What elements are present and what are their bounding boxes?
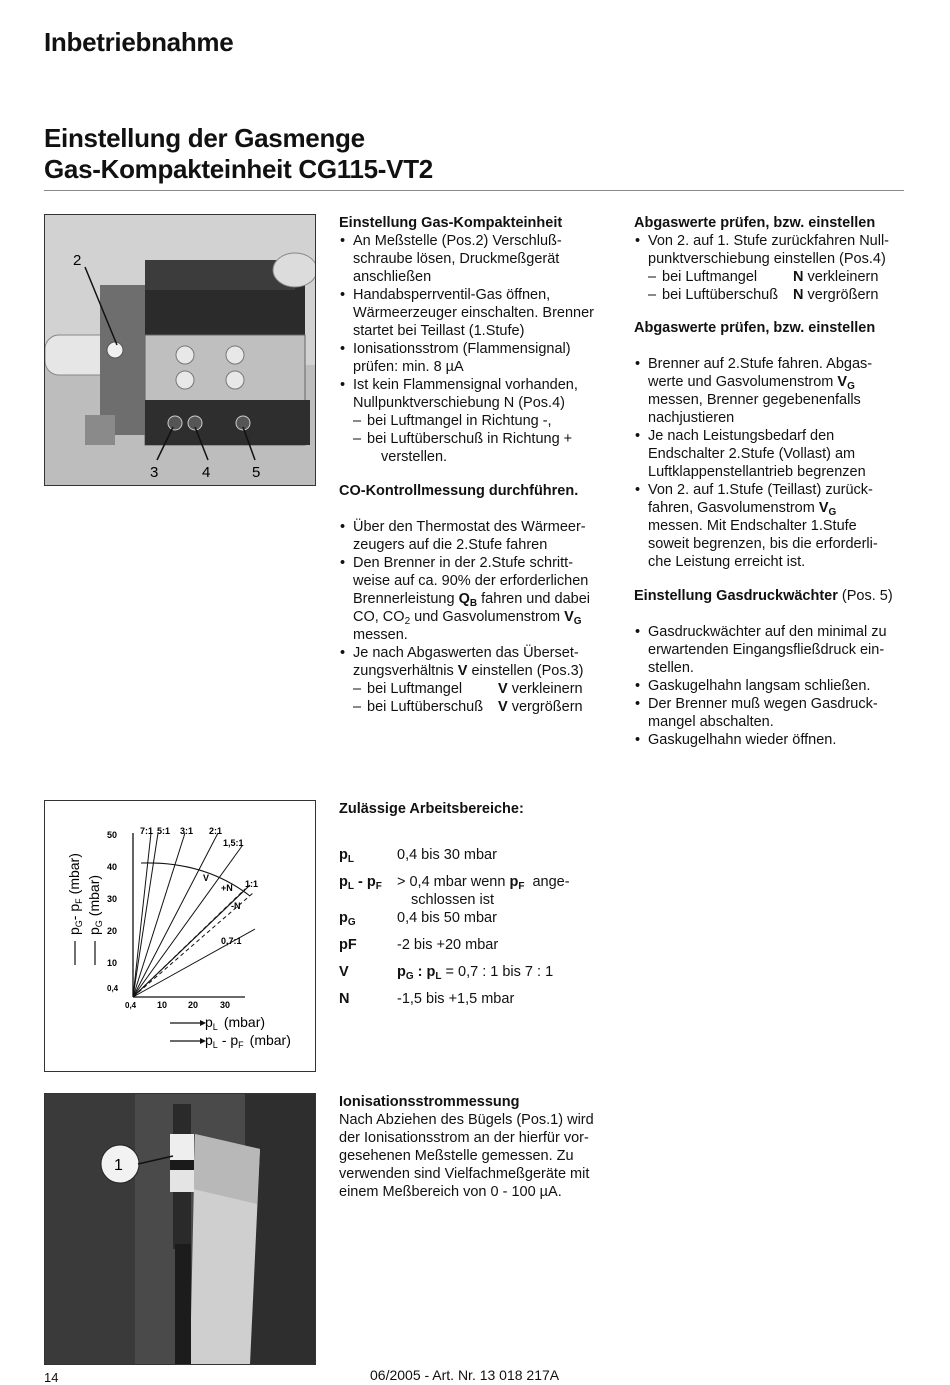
gas-unit-illustration	[45, 215, 315, 485]
svg-text:pG- pF(mbar): $p_G-$ $p_F(mbar)$	[66, 853, 84, 935]
section-title-line1: Einstellung der Gasmenge	[44, 123, 365, 153]
ionisation-body: Nach Abziehen des Bügels (Pos.1) wird der Ionisationsstrom an der hierfür vor- gesehenen Meßstelle gemessen. Zu verwenden sind Vielfachmeßgeräte mit einem Meßbereich von 0 - 100 µA.	[339, 1112, 594, 1200]
list-subitem: – bei Luftmangel N verkleinern	[634, 268, 909, 286]
section-title	[44, 123, 433, 185]
gas-compact-unit-photo	[44, 214, 316, 486]
x-axis-label-2	[170, 1032, 291, 1050]
page-number: 14	[44, 1370, 59, 1385]
arbeitsbereiche-title: Zulässige Arbeitsbereiche:	[339, 801, 524, 817]
list-item: • Von 2. auf 1. Stufe zurückfahren Null- punktverschiebung einstellen (Pos.4)	[634, 232, 909, 268]
x-axis-label-1	[170, 1014, 265, 1032]
table-row: $p_G$ 0,4 bis 50 mbar	[339, 910, 497, 928]
callout-5: 5	[252, 464, 261, 481]
y-tick-label: 10	[107, 958, 118, 968]
list-item: • Der Brenner muß wegen Gasdruck- mangel abschalten.	[634, 695, 909, 731]
table-row: $p_L - p_F$ > 0,4 mbar wenn $p_F$ ange- schlossen ist	[339, 874, 570, 908]
list-item: • Gasdruckwächter auf den minimal zu erwartenden Eingangsfließdruck ein- stellen.	[634, 623, 909, 677]
list-item: • Ionisationsstrom (Flammensignal) prüfen: min. 8 µA	[339, 340, 624, 376]
footer-reference: 06/2005 - Art. Nr. 13 018 217A	[370, 1367, 560, 1383]
arbeitsbereiche-table	[339, 846, 570, 1008]
x-tick-label: 30	[220, 1000, 231, 1010]
list-item: • Je nach Leistungsbedarf den Endschalter 2.Stufe (Vollast) am Luftklappenstellantrieb begrenzen	[634, 427, 909, 481]
ratio-label: 3:1	[180, 826, 194, 836]
arbeitsbereiche-section	[339, 800, 639, 1008]
list-co	[339, 518, 624, 716]
y-axis-label-1	[66, 853, 84, 965]
v-mark: V	[203, 873, 210, 883]
y-axis-label-2	[86, 875, 104, 965]
table-row: N -1,5 bis +1,5 mbar	[339, 991, 515, 1007]
list-item: • An Meßstelle (Pos.2) Verschluß- schraube lösen, Druckmeßgerät anschließen	[339, 232, 624, 286]
x-tick-label: 0,4	[125, 1001, 137, 1010]
column-einstellung	[339, 214, 624, 716]
diagram-svg	[45, 801, 315, 1071]
list-item: • Handabsperrventil-Gas öffnen, Wärmeerzeuger einschalten. Brenner startet bei Teillast (1.Stufe)	[339, 286, 624, 340]
y-tick-label: 30	[107, 894, 118, 904]
ratio-label: 2:1	[209, 826, 223, 836]
svg-text:pL- pF(mbar): $p_L - p_F$ (mbar)	[205, 1032, 291, 1050]
list-item: • Gaskugelhahn wieder öffnen.	[634, 731, 909, 749]
callout-1: 1	[114, 1157, 123, 1174]
ionisation-section	[339, 1093, 629, 1201]
svg-text:pG(mbar): $p_G(mbar)$	[86, 874, 104, 935]
ionisation-illustration	[45, 1094, 315, 1364]
ionisation-title: Ionisationsstrommessung	[339, 1094, 520, 1110]
list-abgaswerte-1	[634, 232, 909, 304]
list-item: • Von 2. auf 1.Stufe (Teillast) zurück- fahren, Gasvolumenstrom $V_G$ messen. Mit Endschalter 1.Stufe soweit begrenzen, bis die erforderli- che Leistung erreicht ist.	[634, 481, 909, 571]
list-subitem: – bei Luftüberschuß in Richtung + verstellen.	[339, 430, 624, 466]
plus-n-mark: +N	[221, 883, 233, 893]
divider	[44, 190, 904, 191]
section-title-line2: Gas-Kompakteinheit CG115-VT2	[44, 154, 433, 184]
ratio-label: 0,7:1	[221, 936, 242, 946]
heading-gasdruckwaechter: Einstellung Gasdruckwächter (Pos. 5)	[634, 588, 893, 604]
list-item: • Den Brenner in der 2.Stufe schritt- weise auf ca. 90% der erforderlichen Brennerleistung $Q_B$ fahren und dabei CO, $CO_2$ und Gasvolumenstrom $V_G$ messen.	[339, 554, 624, 644]
list-gasdruckwaechter	[634, 623, 909, 749]
ratio-label: 1,5:1	[223, 838, 244, 848]
heading-abgaswerte-1: Abgaswerte prüfen, bzw. einstellen	[634, 215, 876, 231]
list-subitem: – bei Luftüberschuß N vergrößern	[634, 286, 909, 304]
table-row: $p_L$ 0,4 bis 30 mbar	[339, 847, 497, 865]
list-subitem: – bei Luftmangel in Richtung -,	[339, 412, 624, 430]
heading-abgaswerte-2: Abgaswerte prüfen, bzw. einstellen	[634, 320, 876, 336]
heading-co-kontrollmessung: CO-Kontrollmessung durchführen.	[339, 483, 579, 499]
list-item: • Je nach Abgaswerten das Überset- zungsverhältnis V einstellen (Pos.3)	[339, 644, 624, 680]
y-tick-label: 50	[107, 830, 118, 840]
table-row: V $p_G$ : $p_L = 0,7$ : 1 bis 7 : 1	[339, 964, 554, 982]
callout-2: 2	[73, 252, 82, 269]
table-row: pF -2 bis +20 mbar	[339, 937, 499, 953]
x-tick-label: 10	[157, 1000, 168, 1010]
list-item: • Über den Thermostat des Wärmeer- zeugers auf die 2.Stufe fahren	[339, 518, 624, 554]
x-tick-label: 20	[188, 1000, 199, 1010]
y-tick-label: 20	[107, 926, 118, 936]
callout-4: 4	[202, 464, 211, 481]
svg-text:pL(mbar): $p_L$ (mbar)	[205, 1014, 266, 1032]
list-item: • Gaskugelhahn langsam schließen.	[634, 677, 909, 695]
y-tick-label: 0,4	[107, 984, 119, 993]
ratio-label: 5:1	[157, 826, 171, 836]
heading-einstellung-kompakteinheit: Einstellung Gas-Kompakteinheit	[339, 215, 563, 231]
list-subitem: – bei Luftüberschuß V vergrößern	[339, 698, 624, 716]
list-subitem: – bei Luftmangel V verkleinern	[339, 680, 624, 698]
list-einstellung	[339, 232, 624, 466]
column-abgaswerte	[634, 214, 909, 749]
page-title: Inbetriebnahme	[44, 27, 234, 57]
working-range-diagram	[44, 800, 316, 1072]
list-abgaswerte-2	[634, 355, 909, 571]
ionisation-measurement-photo	[44, 1093, 316, 1365]
callout-3: 3	[150, 464, 159, 481]
ratio-label: 7:1	[140, 826, 154, 836]
ratio-label: 1:1	[245, 879, 259, 889]
list-item: • Brenner auf 2.Stufe fahren. Abgas- werte und Gasvolumenstrom $V_G$ messen, Brenner gegebenenfalls nachjustieren	[634, 355, 909, 427]
y-tick-label: 40	[107, 862, 118, 872]
minus-n-mark: -N	[231, 901, 241, 911]
list-item: • Ist kein Flammensignal vorhanden, Nullpunktverschiebung N (Pos.4)	[339, 376, 624, 412]
